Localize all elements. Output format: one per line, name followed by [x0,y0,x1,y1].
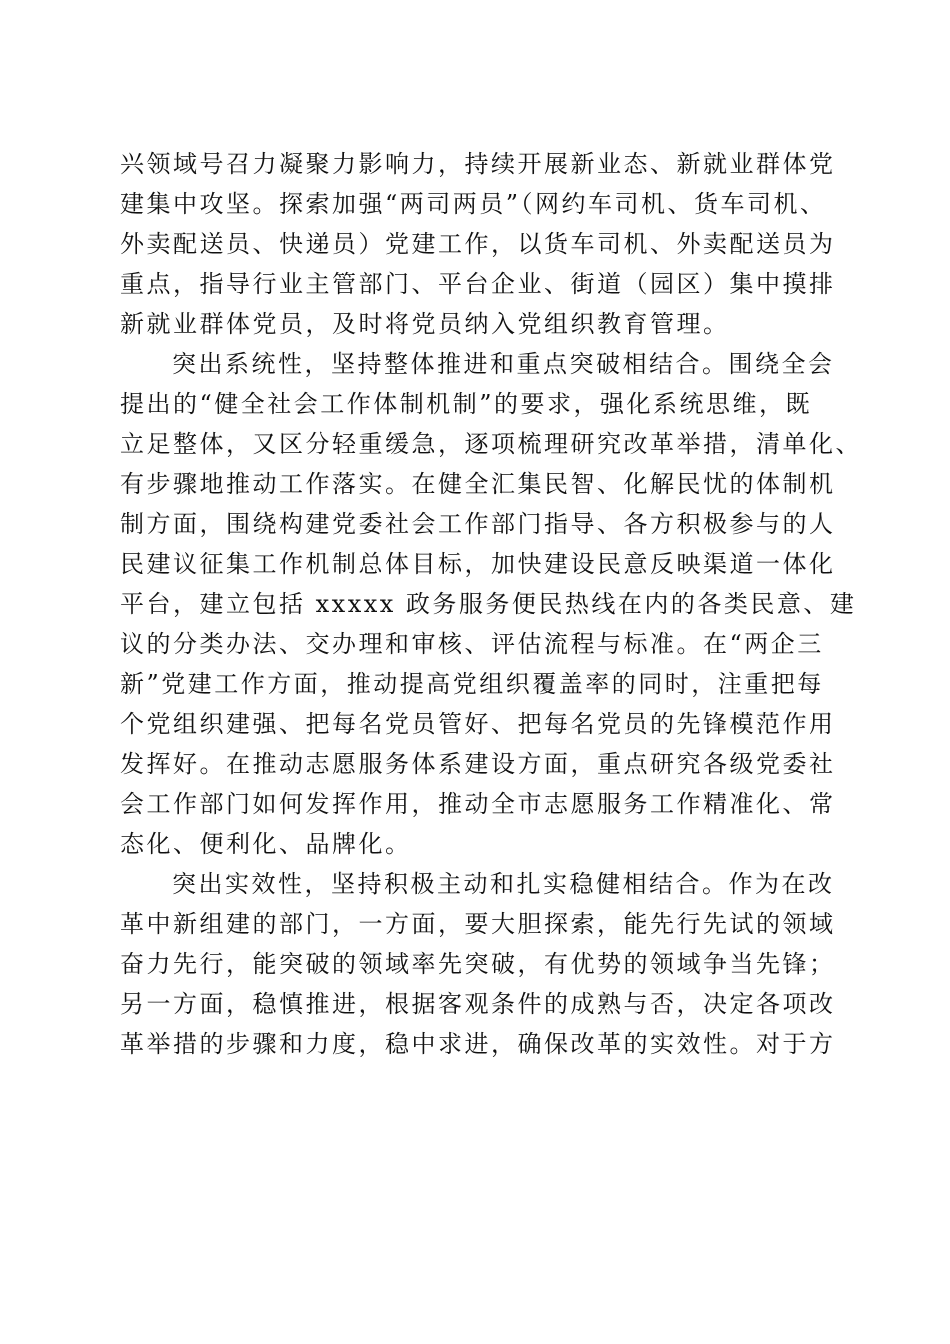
text-line: 革举措的步骤和力度，稳中求进，确保改革的实效性。对于方 [120,1030,836,1058]
text-line: 平台，建立包括 xxxxx 政务服务便民热线在内的各类民意、建 [120,590,857,618]
paragraph-first-line: 突出实效性，坚持积极主动和扎实稳健相结合。作为在改 [172,870,835,898]
text-line: 建集中攻坚。探索加强“两司两员”（网约车司机、货车司机、 [120,190,827,218]
body-text [120,144,862,1064]
text-line: 新”党建工作方面，推动提高党组织覆盖率的同时，注重把每 [120,670,824,698]
text-line: 新就业群体党员，及时将党员纳入党组织教育管理。 [120,310,730,338]
text-line: 发挥好。在推动志愿服务体系建设方面，重点研究各级党委社 [120,750,836,778]
text-line: 革中新组建的部门，一方面，要大胆探索，能先行先试的领域 [120,910,836,938]
text-line: 有步骤地推动工作落实。在健全汇集民智、化解民忧的体制机 [120,470,836,498]
text-line: 另一方面，稳慎推进，根据客观条件的成熟与否，决定各项改 [120,990,836,1018]
text-line: 民建议征集工作机制总体目标，加快建设民意反映渠道一体化 [120,550,836,578]
text-line: 议的分类办法、交办理和审核、评估流程与标准。在“两企三 [120,630,824,658]
text-line: 重点，指导行业主管部门、平台企业、街道（园区）集中摸排 [120,270,836,298]
text-line: 奋力先行，能突破的领域率先突破，有优势的领域争当先锋； [120,950,836,978]
text-line: 外卖配送员、快递员）党建工作，以货车司机、外卖配送员为 [120,230,836,258]
text-line: 提出的“健全社会工作体制机制”的要求，强化系统思维，既 [120,390,813,418]
paragraph-first-line: 突出系统性，坚持整体推进和重点突破相结合。围绕全会 [172,350,835,378]
text-line: 制方面，围绕构建党委社会工作部门指导、各方积极参与的人 [120,510,836,538]
text-line: 态化、便利化、品牌化。 [120,830,412,858]
text-line: 兴领域号召力凝聚力影响力，持续开展新业态、新就业群体党 [120,150,836,178]
text-line: 立足整体，又区分轻重缓急，逐项梳理研究改革举措，清单化、 [120,430,862,458]
text-line: 会工作部门如何发挥作用，推动全市志愿服务工作精准化、常 [120,790,836,818]
text-line: 个党组织建强、把每名党员管好、把每名党员的先锋模范作用 [120,710,836,738]
